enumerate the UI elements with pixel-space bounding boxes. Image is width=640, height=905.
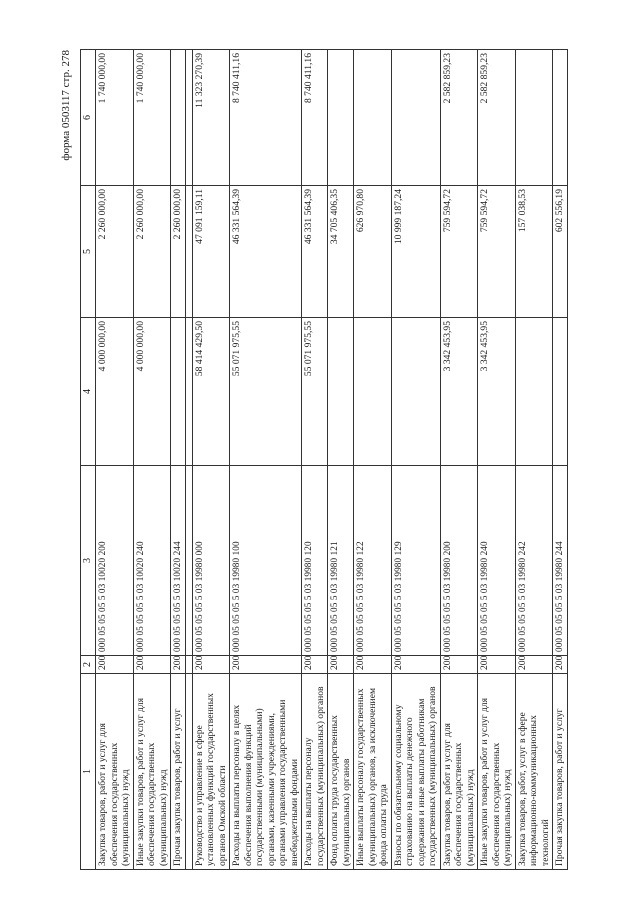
row-line-code: 200 [302, 656, 328, 674]
row-budget-code: 000 05 05 05 5 03 19980 129 [391, 466, 440, 656]
spacer-cell [185, 674, 192, 870]
row-approved-amount [328, 318, 354, 466]
row-budget-code: 000 05 05 05 5 03 19980 200 [440, 466, 478, 656]
row-budget-code: 000 05 05 05 5 03 19980 100 [230, 466, 302, 656]
spacer-cell [185, 466, 192, 656]
row-executed-amount: 2 260 000,00 [171, 186, 186, 318]
row-unexecuted-amount: 2 582 859,23 [440, 50, 478, 186]
row-budget-code: 000 05 05 05 5 03 10020 200 [96, 466, 134, 656]
row-name: Прочая закупка товаров, работ и услуг [553, 674, 568, 870]
row-line-code: 200 [515, 656, 553, 674]
row-unexecuted-amount: 11 323 270,39 [192, 50, 230, 186]
row-approved-amount: 3 342 453,95 [478, 318, 516, 466]
row-approved-amount: 55 071 975,55 [302, 318, 328, 466]
row-unexecuted-amount [391, 50, 440, 186]
row-executed-amount: 47 091 159,11 [192, 186, 230, 318]
row-name: Расходы на выплаты персоналу в целях обеспечения выполнения функций государственными (муниципальными) органами, казенными учреждениями, органами управления государственными внебюджетными фондами [230, 674, 302, 870]
row-unexecuted-amount: 8 740 411,16 [302, 50, 328, 186]
table-row [328, 50, 354, 870]
row-unexecuted-amount [328, 50, 354, 186]
table-row [96, 50, 134, 870]
row-name: Взносы по обязательному социальному страхованию на выплаты денежного содержания и иные выплаты работникам государственных (муниципальных) органов [391, 674, 440, 870]
row-budget-code: 000 05 05 05 5 03 19980 121 [328, 466, 354, 656]
row-name: Прочая закупка товаров, работ и услуг [171, 674, 186, 870]
row-budget-code: 000 05 05 05 5 03 19980 122 [354, 466, 392, 656]
row-executed-amount: 157 038,53 [515, 186, 553, 318]
row-unexecuted-amount: 1 740 000,00 [133, 50, 171, 186]
row-executed-amount: 34 705 406,35 [328, 186, 354, 318]
row-budget-code: 000 05 05 05 5 03 19980 000 [192, 466, 230, 656]
table-row [230, 50, 302, 870]
row-approved-amount: 55 071 975,55 [230, 318, 302, 466]
row-line-code: 200 [354, 656, 392, 674]
row-line-code: 200 [328, 656, 354, 674]
row-unexecuted-amount: 8 740 411,16 [230, 50, 302, 186]
row-unexecuted-amount [354, 50, 392, 186]
table-row [553, 50, 568, 870]
spacer-cell [185, 656, 192, 674]
row-name: Расходы на выплаты персоналу государственных (муниципальных) органов [302, 674, 328, 870]
row-name: Закупка товаров, работ и услуг для обеспечения государственных (муниципальных) нужд [96, 674, 134, 870]
row-name: Фонд оплаты труда государственных (муниципальных) органов [328, 674, 354, 870]
row-approved-amount: 58 414 429,50 [192, 318, 230, 466]
row-name: Иные закупки товаров, работ и услуг для обеспечения государственных (муниципальных) нужд [133, 674, 171, 870]
row-line-code: 200 [192, 656, 230, 674]
header-col-5: 5 [81, 186, 96, 318]
row-budget-code: 000 05 05 05 5 03 19980 240 [478, 466, 516, 656]
row-budget-code: 000 05 05 05 5 03 10020 244 [171, 466, 186, 656]
row-executed-amount: 602 556,19 [553, 186, 568, 318]
row-executed-amount: 626 970,80 [354, 186, 392, 318]
rotated-page [60, 50, 600, 870]
row-approved-amount [553, 318, 568, 466]
table-row [133, 50, 171, 870]
row-approved-amount: 3 342 453,95 [440, 318, 478, 466]
spacer-row [185, 50, 192, 870]
row-executed-amount: 759 594,72 [478, 186, 516, 318]
row-budget-code: 000 05 05 05 5 03 19980 120 [302, 466, 328, 656]
row-line-code: 200 [391, 656, 440, 674]
table-row [440, 50, 478, 870]
spacer-cell [185, 50, 192, 186]
header-col-2: 2 [81, 656, 96, 674]
row-unexecuted-amount: 2 582 859,23 [478, 50, 516, 186]
table-row [171, 50, 186, 870]
row-line-code: 200 [133, 656, 171, 674]
row-line-code: 200 [440, 656, 478, 674]
header-col-6: 6 [81, 50, 96, 186]
row-unexecuted-amount [171, 50, 186, 186]
row-approved-amount: 4 000 000,00 [96, 318, 134, 466]
row-line-code: 200 [171, 656, 186, 674]
header-col-4: 4 [81, 318, 96, 466]
table-row [391, 50, 440, 870]
budget-table [80, 49, 568, 870]
row-name: Руководство и управление в сфере установленных функций государственных органов Омской области [192, 674, 230, 870]
header-row [81, 50, 96, 870]
row-executed-amount: 46 331 564,39 [302, 186, 328, 318]
header-col-3: 3 [81, 466, 96, 656]
row-line-code: 200 [230, 656, 302, 674]
table-row [192, 50, 230, 870]
row-name: Закупка товаров, работ и услуг для обеспечения государственных (муниципальных) нужд [440, 674, 478, 870]
row-approved-amount: 4 000 000,00 [133, 318, 171, 466]
row-executed-amount: 46 331 564,39 [230, 186, 302, 318]
row-executed-amount: 759 594,72 [440, 186, 478, 318]
row-approved-amount [515, 318, 553, 466]
table-row [354, 50, 392, 870]
row-approved-amount [354, 318, 392, 466]
row-line-code: 200 [553, 656, 568, 674]
row-line-code: 200 [96, 656, 134, 674]
row-unexecuted-amount [515, 50, 553, 186]
row-name: Иные закупки товаров, работ и услуг для обеспечения государственных (муниципальных) нужд [478, 674, 516, 870]
table-row [478, 50, 516, 870]
row-budget-code: 000 05 05 05 5 03 10020 240 [133, 466, 171, 656]
row-budget-code: 000 05 05 05 5 03 19980 242 [515, 466, 553, 656]
row-unexecuted-amount: 1 740 000,00 [96, 50, 134, 186]
row-executed-amount: 10 999 187,24 [391, 186, 440, 318]
header-col-1: 1 [81, 674, 96, 870]
row-name: Закупка товаров, работ, услуг в сфере информационно-коммуникационных технологий [515, 674, 553, 870]
spacer-cell [185, 318, 192, 466]
table-row [302, 50, 328, 870]
row-budget-code: 000 05 05 05 5 03 19980 244 [553, 466, 568, 656]
form-number: форма 0503117 стр. 278 [60, 50, 72, 161]
row-approved-amount [171, 318, 186, 466]
row-approved-amount [391, 318, 440, 466]
row-unexecuted-amount [553, 50, 568, 186]
row-name: Иные выплаты персоналу государственных (муниципальных) органов, за исключением фонда оплаты труда [354, 674, 392, 870]
row-line-code: 200 [478, 656, 516, 674]
spacer-cell [185, 186, 192, 318]
row-executed-amount: 2 260 000,00 [133, 186, 171, 318]
row-executed-amount: 2 260 000,00 [96, 186, 134, 318]
table-row [515, 50, 553, 870]
